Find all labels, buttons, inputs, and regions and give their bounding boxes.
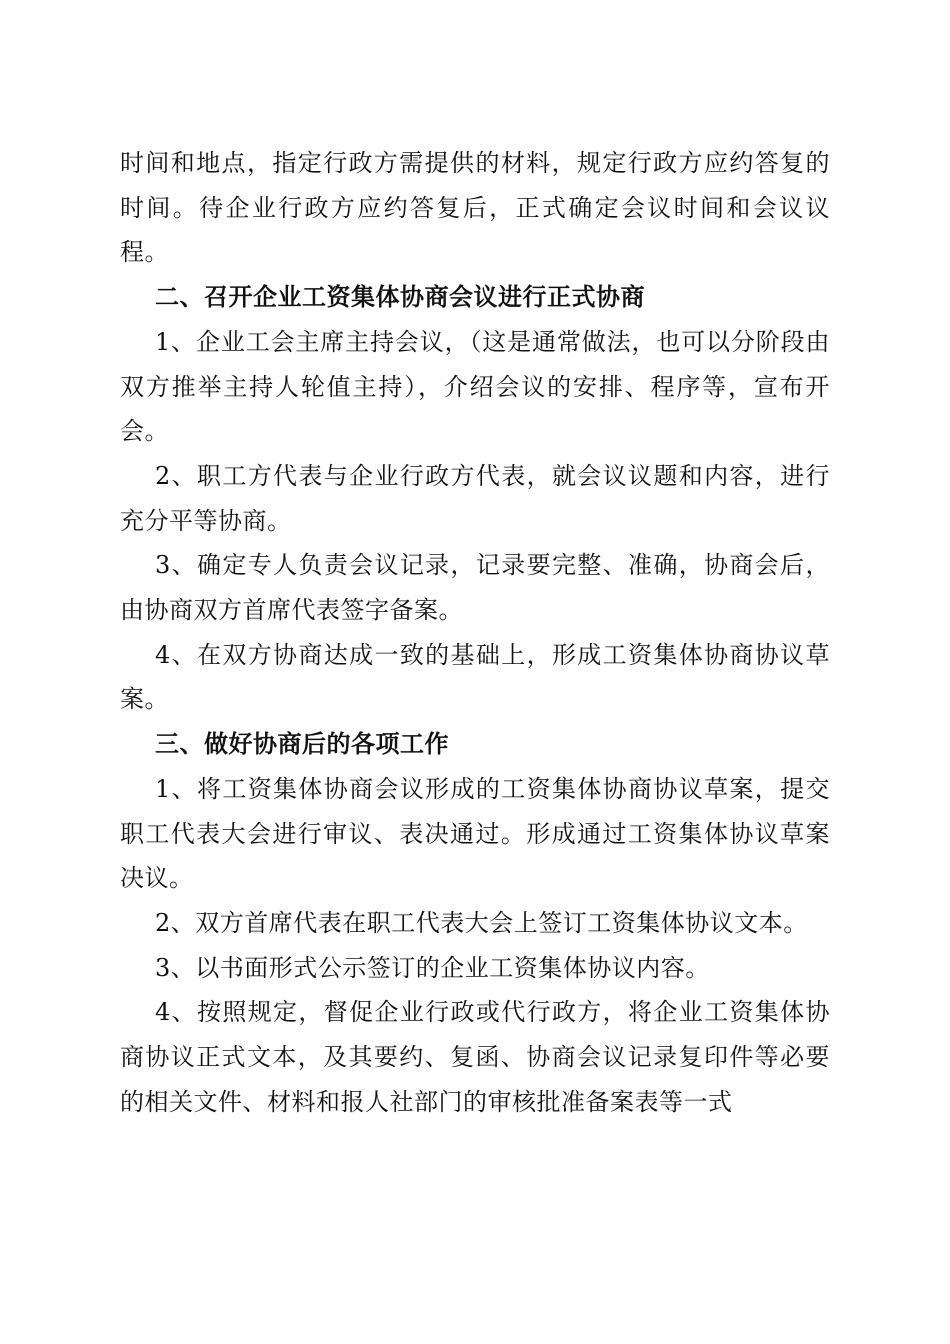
paragraph-meeting-time: 时间和地点，指定行政方需提供的材料，规定行政方应约答复的时间。待企业行政方应约答复后，正式确定会议时间和会议议程。 bbox=[120, 149, 830, 267]
paragraph-3-2: 2、双方首席代表在职工代表大会上签订工资集体协议文本。 bbox=[155, 908, 808, 937]
paragraph-2-2: 2、职工方代表与企业行政方代表，就会议议题和内容，进行充分平等协商。 bbox=[120, 461, 830, 535]
section-heading-3: 三、做好协商后的各项工作 bbox=[155, 730, 449, 759]
paragraph-2-3: 3、确定专人负责会议记录，记录要完整、准确，协商会后，由协商双方首席代表签字备案。 bbox=[120, 551, 830, 625]
section-heading-2: 二、召开企业工资集体协商会议进行正式协商 bbox=[155, 283, 645, 312]
paragraph-2-4: 4、在双方协商达成一致的基础上，形成工资集体协商协议草案。 bbox=[120, 640, 830, 714]
paragraph-3-1: 1、将工资集体协商会议形成的工资集体协商协议草案，提交职工代表大会进行审议、表决通过。形成通过工资集体协议草案决议。 bbox=[120, 774, 830, 893]
document-body bbox=[120, 141, 830, 1124]
paragraph-2-1: 1、企业工会主席主持会议，（这是通常做法，也可以分阶段由双方推举主持人轮值主持），介绍会议的安排、程序等，宣布开会。 bbox=[120, 327, 830, 446]
paragraph-3-4: 4、按照规定，督促企业行政或代行政方，将企业工资集体协商协议正式文本，及其要约、复函、协商会议记录复印件等必要的相关文件、材料和报人社部门的审核批准备案表等一式 bbox=[120, 998, 830, 1116]
paragraph-3-3: 3、以书面形式公示签订的企业工资集体协议内容。 bbox=[155, 953, 710, 982]
